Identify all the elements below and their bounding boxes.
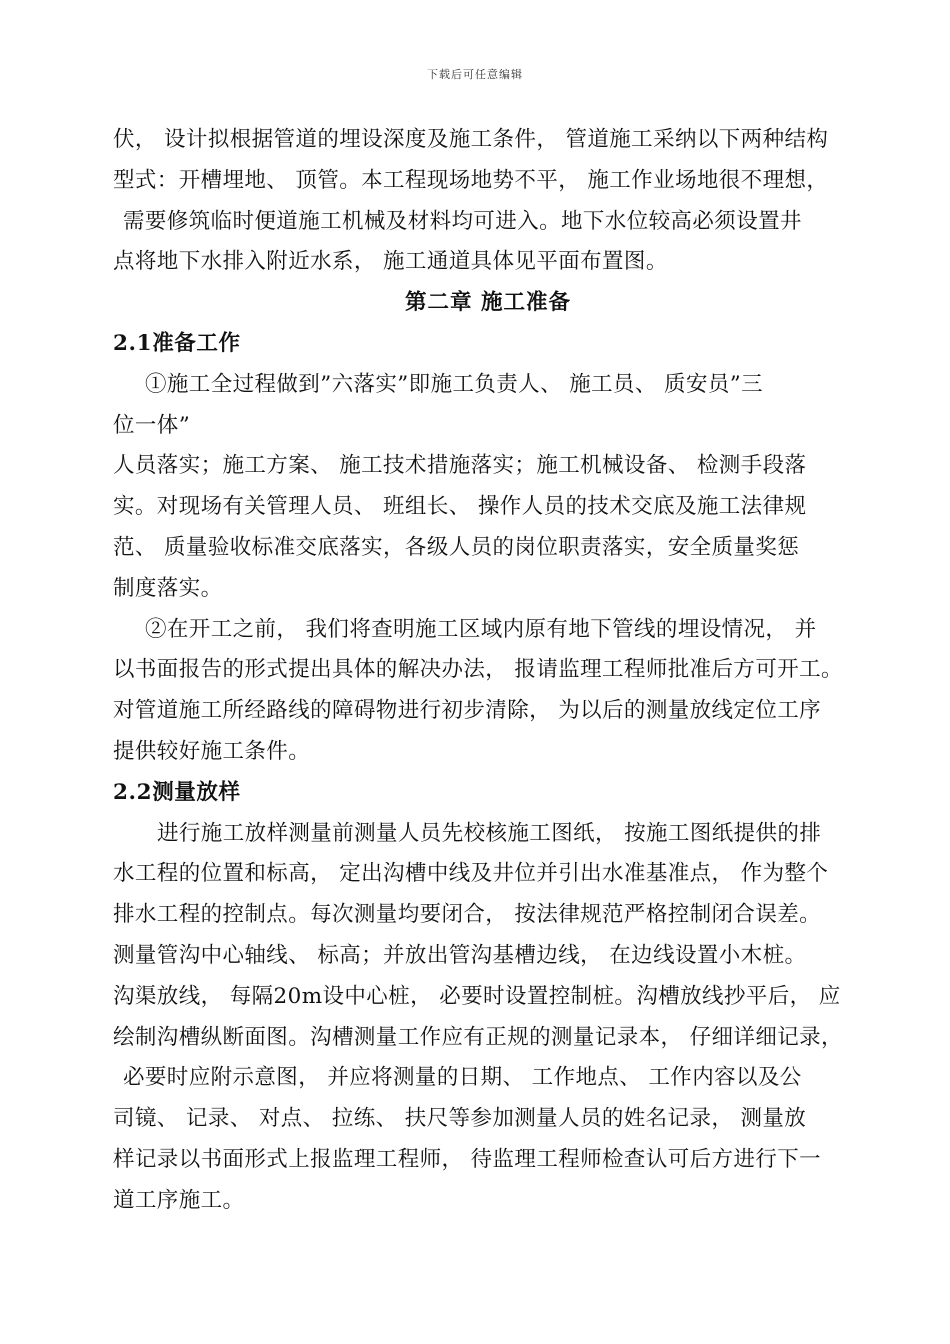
- body-line: ②在开工之前， 我们将查明施工区域内原有地下管线的埋设情况， 并: [145, 616, 817, 642]
- section-heading: 2.1准备工作: [113, 330, 241, 356]
- chapter-title: 第二章 施工准备: [405, 290, 571, 316]
- body-line: 进行施工放样测量前测量人员先校核施工图纸， 按施工图纸提供的排: [157, 820, 822, 846]
- body-line: 司镜、 记录、 对点、 拉练、 扶尺等参加测量人员的姓名记录， 测量放: [113, 1106, 807, 1132]
- body-line: 型式：开槽埋地、 顶管。本工程现场地势不平， 施工作业场地很不理想，: [113, 167, 829, 193]
- header-note: 下载后可任意编辑: [427, 68, 523, 81]
- body-line: 提供较好施工条件。: [113, 738, 311, 764]
- body-line: 范、 质量验收标准交底落实，各级人员的岗位职责落实，安全质量奖惩: [113, 534, 800, 560]
- section-heading: 2.2测量放样: [113, 779, 241, 805]
- body-line: 对管道施工所经路线的障碍物进行初步清除， 为以后的测量放线定位工序: [113, 698, 822, 724]
- body-line: 以书面报告的形式提出具体的解决办法， 报请监理工程师批准后方可开工。: [113, 657, 843, 683]
- body-line: ①施工全过程做到”六落实”即施工负责人、 施工员、 质安员”三: [145, 371, 764, 397]
- body-line: 排水工程的控制点。每次测量均要闭合， 按法律规范严格控制闭合误差。: [113, 902, 822, 928]
- body-line: 伏， 设计拟根据管道的埋设深度及施工条件， 管道施工采纳以下两种结构: [113, 127, 829, 152]
- body-line: 沟渠放线， 每隔20m设中心桩， 必要时设置控制桩。沟槽放线抄平后， 应: [113, 983, 841, 1009]
- body-line: 位一体”: [113, 412, 191, 438]
- body-line: 需要修筑临时便道施工机械及材料均可进入。地下水位较高必须设置井: [123, 208, 802, 234]
- body-line: 测量管沟中心轴线、 标高；并放出管沟基槽边线， 在边线设置小木桩。: [113, 942, 807, 968]
- body-line: 必要时应附示意图， 并应将测量的日期、 工作地点、 工作内容以及公: [123, 1065, 802, 1091]
- body-line: 人员落实；施工方案、 施工技术措施落实；施工机械设备、 检测手段落: [113, 453, 807, 479]
- body-line: 实。对现场有关管理人员、 班组长、 操作人员的技术交底及施工法律规: [113, 494, 807, 520]
- body-line: 制度落实。: [113, 575, 223, 601]
- body-line: 水工程的位置和标高， 定出沟槽中线及井位并引出水准基准点， 作为整个: [113, 861, 829, 887]
- body-line: 点将地下水排入附近水系， 施工通道具体见平面布置图。: [113, 249, 668, 275]
- document-body: [113, 120, 863, 1222]
- body-line: 道工序施工。: [113, 1187, 245, 1213]
- body-line: 绘制沟槽纵断面图。沟槽测量工作应有正规的测量记录本， 仔细详细记录，: [113, 1024, 843, 1050]
- body-line: 样记录以书面形式上报监理工程师， 待监理工程师检查认可后方进行下一: [113, 1146, 822, 1172]
